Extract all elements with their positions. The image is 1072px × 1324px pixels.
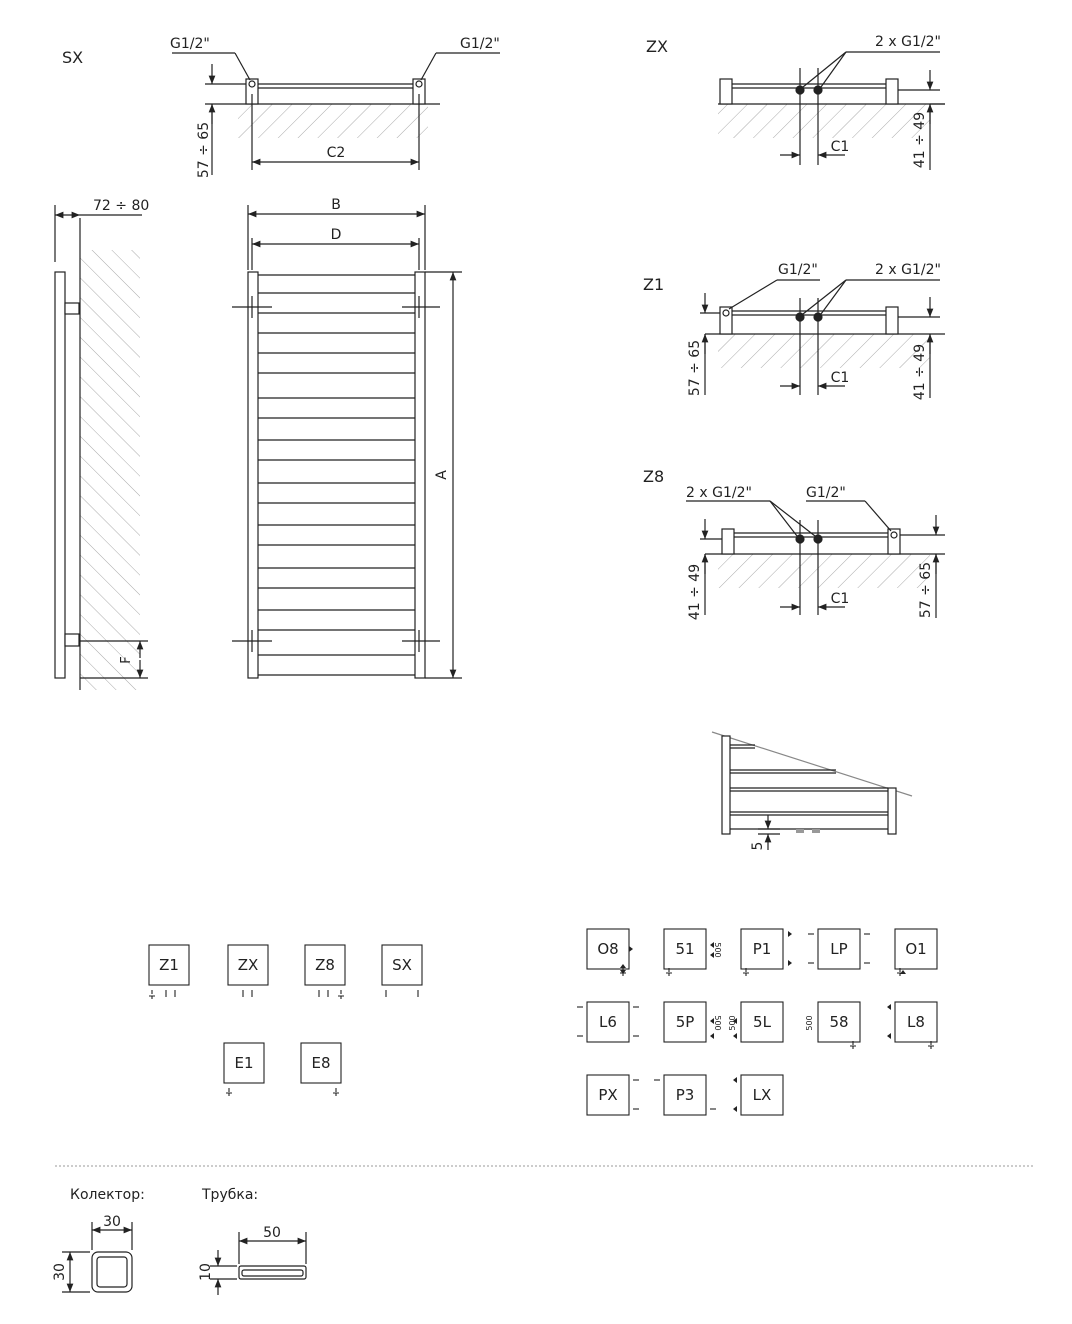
- code-p3: P3: [675, 1086, 695, 1104]
- code-o1: O1: [905, 940, 927, 958]
- code-e1: E1: [234, 1054, 254, 1072]
- zx-height-dim: 41 ÷ 49: [912, 111, 928, 169]
- z8-spacing-dim: C1: [830, 591, 850, 607]
- code-e8: E8: [311, 1054, 331, 1072]
- code-zx: ZX: [237, 956, 259, 974]
- dim-500-51: 500: [713, 942, 722, 958]
- side-depth-dim: 72 ÷ 80: [93, 198, 150, 214]
- sx-left-thread: G1/2": [170, 36, 210, 52]
- code-o8: O8: [597, 940, 619, 958]
- sx-height-dim: 57 ÷ 65: [196, 121, 212, 179]
- z8-right-height-dim: 57 ÷ 65: [918, 561, 934, 619]
- code-lp: LP: [830, 940, 848, 958]
- tilt-gap-dim: 5: [750, 841, 766, 851]
- front-height-a: A: [434, 470, 450, 480]
- z1-left-height-dim: 57 ÷ 65: [687, 339, 703, 397]
- code-sx: SX: [392, 956, 412, 974]
- code-l8: L8: [907, 1013, 925, 1031]
- dim-500-58: 500: [805, 1015, 814, 1031]
- tube-height: 10: [198, 1263, 214, 1281]
- z1-left-thread: G1/2": [778, 262, 818, 278]
- zx-title: ZX: [646, 37, 668, 56]
- collector-height: 30: [52, 1263, 68, 1281]
- z1-thread: 2 x G1/2": [875, 262, 941, 278]
- zx-spacing-dim: C1: [830, 139, 850, 155]
- sx-spacing-dim: C2: [326, 145, 346, 161]
- code-px: PX: [598, 1086, 618, 1104]
- left-code-grid: [149, 945, 422, 1096]
- code-51: 51: [675, 940, 695, 958]
- tube-width: 50: [263, 1225, 281, 1241]
- sx-right-thread: G1/2": [460, 36, 500, 52]
- side-f-dim: F: [119, 656, 134, 664]
- z1-spacing-dim: C1: [830, 370, 850, 386]
- dim-500-5p: 500: [713, 1015, 722, 1031]
- z1-right-height-dim: 41 ÷ 49: [912, 343, 928, 401]
- front-view: [232, 205, 462, 678]
- z1-title: Z1: [643, 275, 665, 294]
- code-z8: Z8: [315, 956, 335, 974]
- front-width-b: B: [331, 197, 341, 213]
- z8-left-height-dim: 41 ÷ 49: [687, 563, 703, 621]
- z1-connection-view: [700, 280, 945, 401]
- code-58: 58: [829, 1013, 849, 1031]
- code-p1: P1: [752, 940, 772, 958]
- z8-thread: 2 x G1/2": [686, 485, 752, 501]
- zx-thread: 2 x G1/2": [875, 34, 941, 50]
- collector-label: Колектор:: [70, 1187, 145, 1203]
- code-5l: 5L: [753, 1013, 771, 1031]
- z8-connection-view: [686, 501, 945, 621]
- side-view: [55, 205, 148, 690]
- sx-title: SX: [62, 48, 84, 67]
- tube-profile: [210, 1232, 306, 1295]
- collector-profile: [62, 1222, 132, 1292]
- code-l6: L6: [599, 1013, 617, 1031]
- collector-width: 30: [103, 1214, 121, 1230]
- dim-500-5l: 500: [728, 1015, 737, 1031]
- code-z1: Z1: [159, 956, 179, 974]
- code-5p: 5P: [675, 1013, 695, 1031]
- tilt-view: [712, 732, 912, 850]
- code-lx: LX: [752, 1086, 772, 1104]
- front-width-d: D: [330, 227, 342, 243]
- tube-label: Трубка:: [202, 1187, 259, 1203]
- z8-title: Z8: [643, 467, 665, 486]
- z8-right-thread: G1/2": [806, 485, 846, 501]
